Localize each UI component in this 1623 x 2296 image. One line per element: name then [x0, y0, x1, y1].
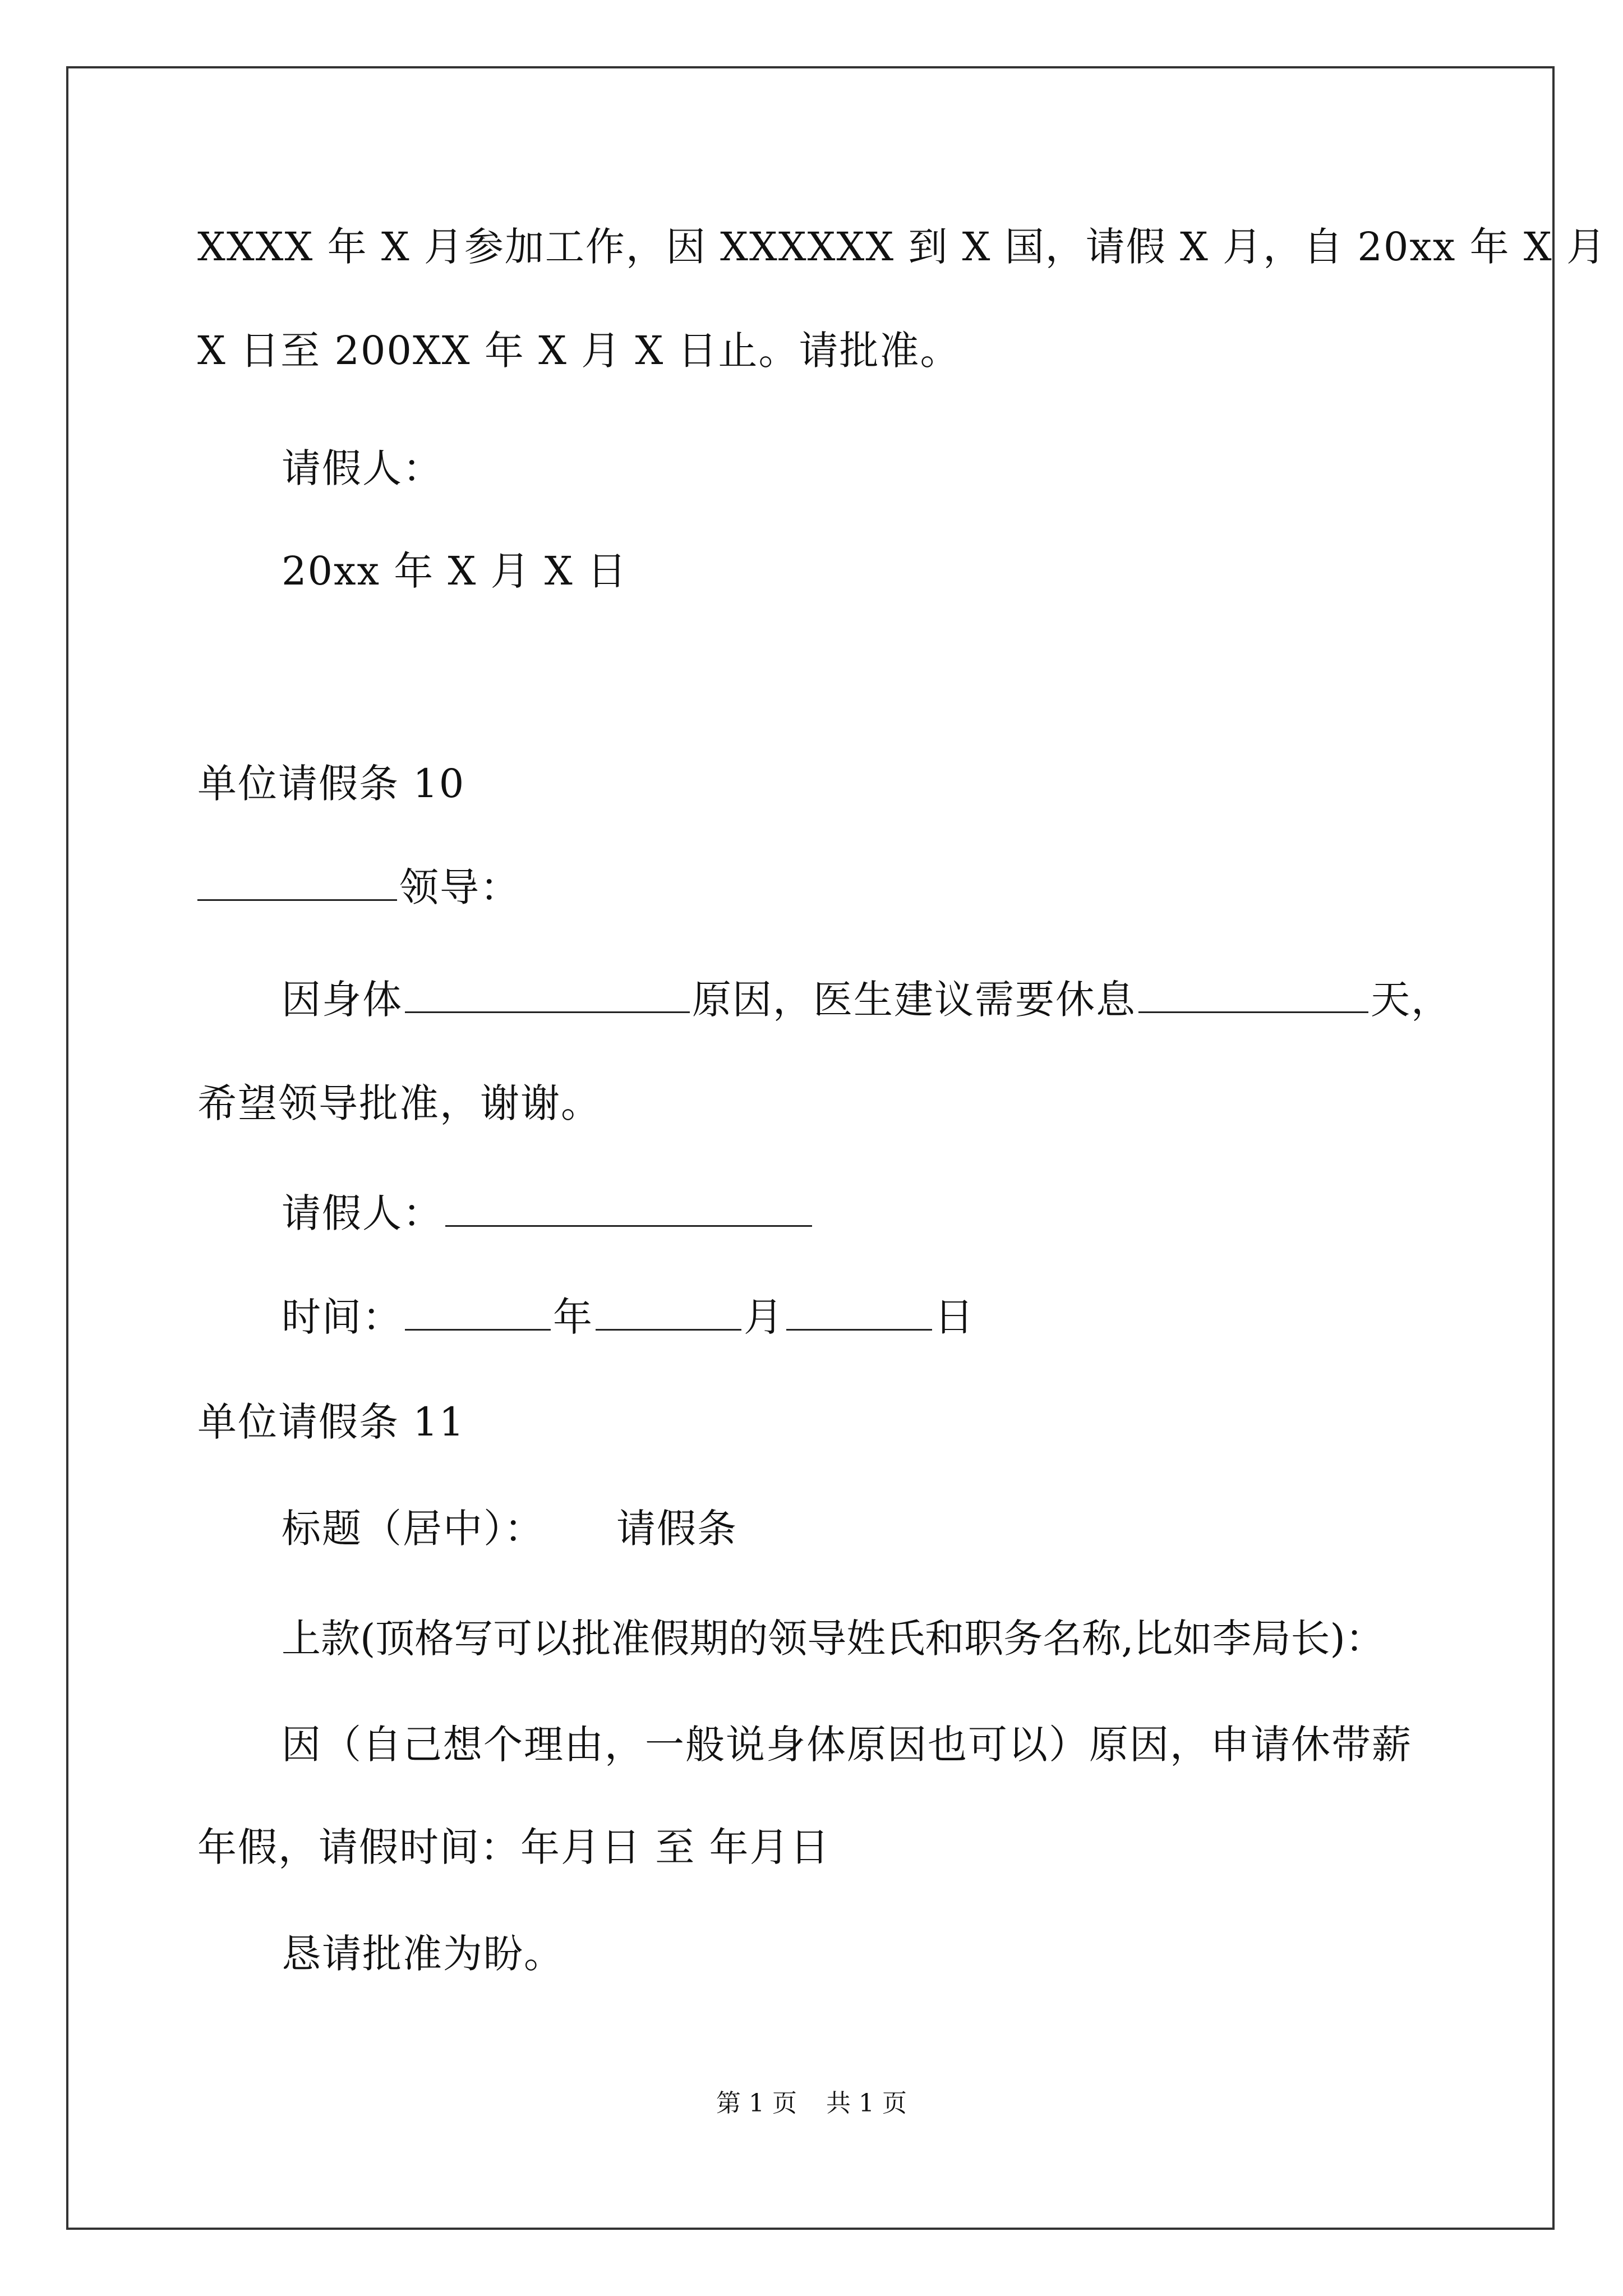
reason-prefix: 因身体	[282, 977, 403, 1023]
reason-line	[282, 974, 1451, 1025]
applicant-blank[interactable]	[445, 1190, 812, 1227]
time-line	[282, 1292, 975, 1342]
page-number: 第 1 页	[716, 2089, 797, 2118]
reason-middle: 原因，医生建议需要休息	[692, 977, 1136, 1023]
date-line: 20xx 年 X 月 X 日	[282, 548, 628, 594]
month-label: 月	[744, 1294, 784, 1340]
day-blank[interactable]	[786, 1294, 932, 1331]
section-heading-10: 单位请假条 10	[197, 761, 465, 807]
page-footer	[0, 2087, 1623, 2120]
day-label: 日	[934, 1294, 975, 1340]
applicant-sign-label: 请假人：	[282, 1190, 443, 1236]
page-border	[66, 66, 1555, 2230]
salutation-instruction: 上款(顶格写可以批准假期的领导姓氏和职务名称,比如李局长)：	[282, 1616, 1385, 1662]
year-blank[interactable]	[405, 1294, 551, 1331]
title-line	[282, 1503, 737, 1554]
month-blank[interactable]	[596, 1294, 741, 1331]
reason-blank[interactable]	[405, 977, 690, 1013]
days-blank[interactable]	[1138, 977, 1368, 1013]
applicant-label: 请假人：	[282, 445, 443, 491]
reason-instruction-1: 因（自己想个理由，一般说身体原因也可以）原因，申请休带薪	[282, 1722, 1412, 1768]
title-value: 请假条	[616, 1506, 737, 1552]
year-label: 年	[553, 1294, 593, 1340]
leader-blank[interactable]	[197, 864, 397, 901]
body-line-1: XXXX 年 X 月参加工作，因 XXXXXX 到 X 国，请假 X 月，自 20xx 年 X 月	[197, 224, 1607, 270]
applicant-sign-line	[282, 1188, 814, 1239]
time-label: 时间：	[282, 1294, 403, 1340]
section-heading-11: 单位请假条 11	[197, 1399, 465, 1445]
closing-line: 恳请批准为盼。	[282, 1931, 564, 1977]
title-label: 标题（居中）：	[282, 1506, 545, 1552]
leader-line	[197, 862, 520, 913]
reason-suffix: 天，	[1371, 977, 1451, 1023]
page-total: 共 1 页	[826, 2089, 907, 2118]
reason-instruction-2: 年假，请假时间：年月日 至 年月日	[197, 1824, 831, 1870]
body-line-2: X 日至 200XX 年 X 月 X 日止。请批准。	[197, 328, 961, 374]
hope-line: 希望领导批准，谢谢。	[197, 1080, 601, 1126]
leader-label: 领导：	[399, 864, 520, 910]
